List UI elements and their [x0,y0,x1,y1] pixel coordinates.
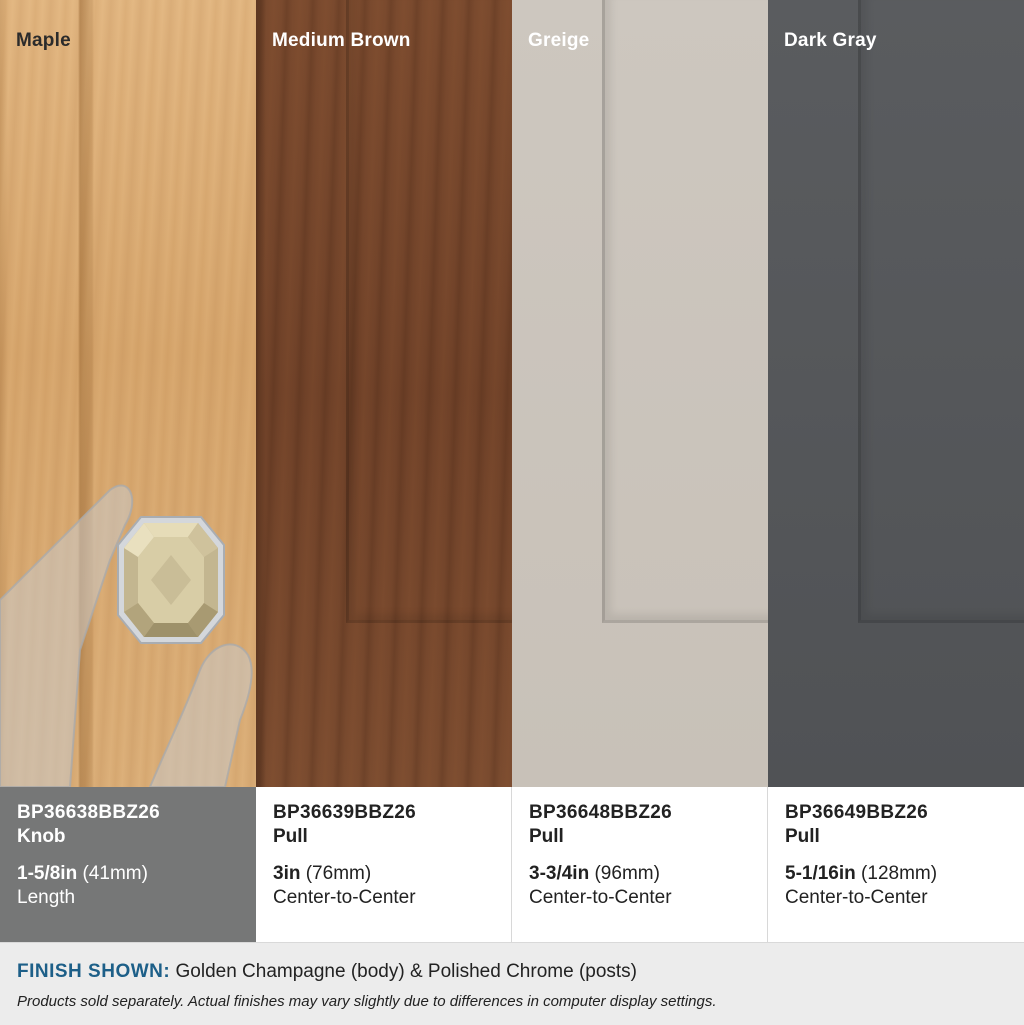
product-type: Pull [785,826,820,847]
panel-label-greige: Greige [528,30,590,51]
knob-product [116,515,226,645]
product-size-imperial: 1-5/8in [17,863,78,884]
product-size-imperial: 3in [273,863,301,884]
product-spec: Center-to-Center [529,887,672,908]
product-info-pull-96mm [512,787,768,942]
product-size-metric: (128mm) [861,863,938,884]
panel-label-dark-gray: Dark Gray [784,30,877,51]
product-info-knob [0,787,256,942]
finish-shown-label: FINISH SHOWN: [17,961,171,982]
product-sku: BP36639BBZ26 [273,802,417,823]
finish-shown [17,961,637,983]
panel-medium-brown [256,0,512,787]
cabinet-door-inset [346,0,512,623]
panel-greige [512,0,768,787]
product-spec: Center-to-Center [785,887,928,908]
product-size-imperial: 5-1/16in [785,863,856,884]
footer [0,942,1024,1025]
disclaimer: Products sold separately. Actual finishes may vary slightly due to differences in computer display settings. [17,993,717,1010]
product-sku: BP36648BBZ26 [529,802,673,823]
product-sku: BP36638BBZ26 [17,802,161,823]
product-info-row [0,787,1024,942]
product-spec: Center-to-Center [273,887,416,908]
panel-maple [0,0,256,787]
product-size-metric: (41mm) [82,863,148,884]
product-sku: BP36649BBZ26 [785,802,929,823]
product-spec: Length [17,887,76,908]
product-type: Pull [273,826,308,847]
panel-dark-gray [768,0,1024,787]
cabinet-door-inset [602,0,768,623]
product-size [17,862,239,886]
product-size [529,862,750,886]
product-info-pull-3in [256,787,512,942]
cabinet-door-inset [858,0,1024,623]
product-info-pull-128mm [768,787,1024,942]
product-size [273,862,494,886]
panel-label-medium-brown: Medium Brown [272,30,411,51]
product-type: Pull [529,826,564,847]
product-size [785,862,1007,886]
finish-shown-value: Golden Champagne (body) & Polished Chrome (posts) [175,961,638,982]
product-size-metric: (76mm) [305,863,372,884]
product-type: Knob [17,826,66,847]
product-size-imperial: 3-3/4in [529,863,590,884]
product-size-metric: (96mm) [594,863,660,884]
panel-label-maple: Maple [16,30,71,51]
